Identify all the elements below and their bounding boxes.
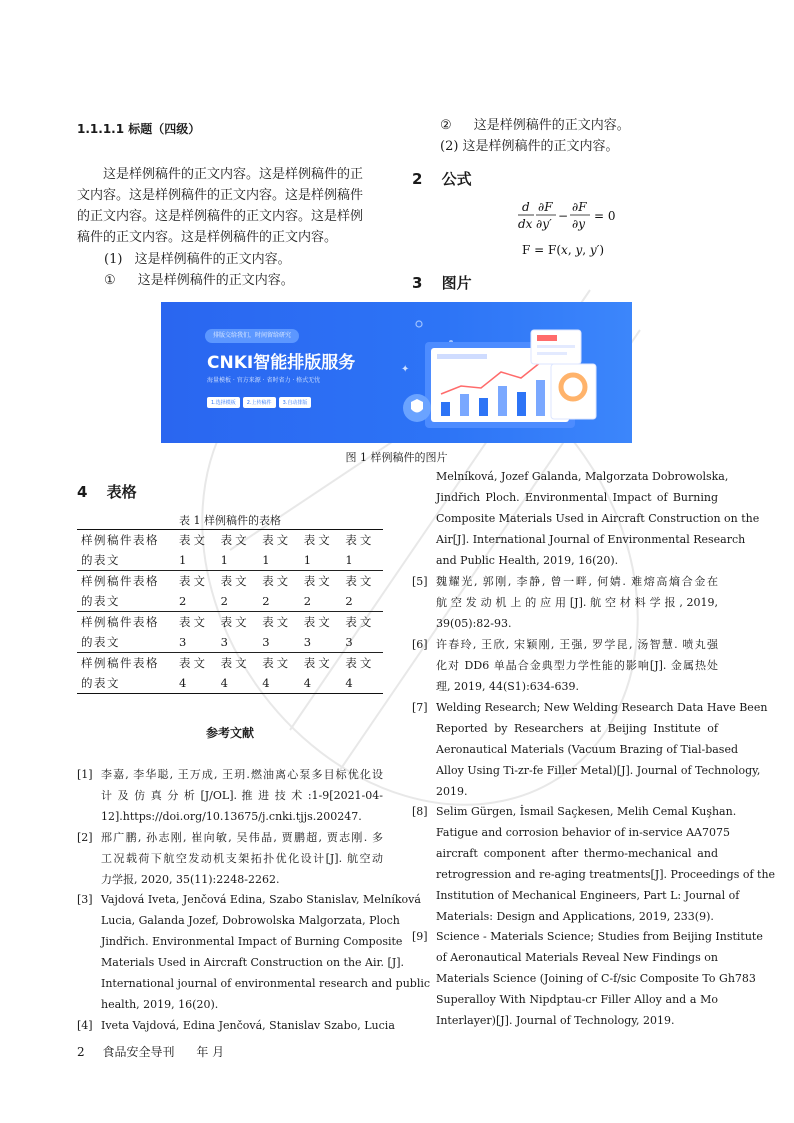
reference-line: 许春玲, 王欣, 宋颖刚, 王强, 罗学昆, 汤智慧. 喷丸强	[436, 638, 718, 651]
reference-line: Institution of Mechanical Engineers, Part L: Journal of	[436, 889, 740, 902]
reference-entry	[101, 889, 431, 1015]
reference-line: 2019.	[436, 785, 468, 798]
reference-number: [1]	[77, 768, 93, 781]
list-number: ①	[104, 273, 116, 288]
reference-line: Welding Research; New Welding Research Data Have Been	[436, 701, 768, 714]
table-cell	[300, 530, 342, 571]
table-row	[77, 530, 383, 571]
cell-number: 2	[179, 594, 190, 608]
cell-number: 4	[345, 676, 356, 690]
table-cell	[300, 571, 342, 612]
reference-entry	[436, 466, 760, 571]
cell-text: 表文	[262, 574, 292, 588]
reference-number: [7]	[412, 701, 428, 714]
illustration-bar	[517, 392, 526, 416]
list-item-2: (2) 这是样例稿件的正文内容。	[440, 139, 619, 154]
reference-entry	[436, 571, 718, 634]
reference-line: International journal of environmental research and public	[101, 977, 431, 990]
illustration-bar	[479, 398, 488, 416]
list-number: (1)	[104, 252, 123, 267]
illustration-bar	[460, 394, 469, 416]
cell-number: 2	[220, 594, 231, 608]
illustration-bar	[536, 380, 545, 416]
table-cell	[258, 653, 300, 694]
reference-line: and Public Health, 2019, 16(20).	[436, 554, 619, 567]
table-cell-label	[77, 571, 175, 612]
reference-line: 邢广鹏, 孙志刚, 崔向敏, 吴伟晶, 贾鹏超, 贾志刚. 多	[101, 831, 383, 844]
svg-text:F = F(x, y, y′): F = F(x, y, y′)	[522, 243, 605, 257]
reference-line: Materials Used in Aircraft Construction on the Air. [J].	[101, 956, 405, 969]
reference-entry	[436, 634, 718, 697]
paragraph-line: 稿件的正文内容。这是样例稿件的正文内容。	[77, 230, 338, 245]
step-label: 1.选择模板	[207, 397, 240, 408]
section-2-heading	[412, 168, 472, 189]
step-label: 2.上传稿件	[243, 397, 276, 408]
cell-number: 3	[179, 635, 190, 649]
reference-entry	[436, 697, 768, 802]
table-cell-label	[77, 530, 175, 571]
banner-title: CNKI智能排版服务	[207, 353, 356, 373]
data-table	[77, 529, 383, 694]
table-cell	[217, 571, 259, 612]
reference-line: aircraft component after thermo-mechanical and	[436, 847, 718, 860]
figure-caption: 图 1 样例稿件的图片	[345, 451, 448, 464]
cell-number: 4	[179, 676, 190, 690]
reference-line: 力学报, 2020, 35(11):2248-2262.	[101, 873, 280, 886]
reference-line: Selim Gürgen, İsmail Saçkesen, Melih Cemal Kuşhan.	[436, 805, 737, 818]
issue-date: 年 月	[196, 1045, 225, 1059]
cell-number: 2	[262, 594, 273, 608]
reference-line: 航 空 发 动 机 上 的 应 用 [J]. 航 空 材 料 学 报 , 2019,	[436, 596, 718, 609]
section-title: 图片	[441, 274, 472, 292]
cell-number: 1	[179, 553, 190, 567]
heading-level4: 1.1.1.1 标题（四级）	[77, 122, 201, 136]
table-cell	[341, 612, 383, 653]
svg-text:d: d	[522, 200, 530, 214]
svg-text:∂y: ∂y	[572, 217, 585, 231]
cell-text: 表文	[220, 615, 250, 629]
list-item-circle-2	[440, 115, 630, 136]
table-row	[77, 571, 383, 612]
table-cell	[217, 653, 259, 694]
page-number: 2	[77, 1045, 85, 1059]
reference-entry	[436, 801, 776, 927]
illustration-bar	[498, 386, 507, 416]
reference-line: Melníková, Jozef Galanda, Malgorzata Dobrowolska,	[436, 470, 729, 483]
reference-line: Materials: Design and Applications, 2019, 233(9).	[436, 910, 714, 923]
reference-line: retrogression and re-aging treatments[J]. Proceedings of the	[436, 868, 776, 881]
table-cell	[341, 571, 383, 612]
reference-number: [2]	[77, 831, 93, 844]
banner-illustration	[401, 312, 621, 437]
step-label: 3.自动排版	[279, 397, 312, 408]
cell-text: 表文	[345, 656, 375, 670]
reference-line: 12].https://doi.org/10.13675/j.cnki.tjjs.200247.	[101, 810, 362, 823]
cell-number: 1	[345, 553, 356, 567]
reference-line: 39(05):82-93.	[436, 617, 512, 630]
list-text: 这是样例稿件的正文内容。	[473, 118, 630, 133]
table-cell	[341, 653, 383, 694]
reference-line: Composite Materials Used in Aircraft Construction on the	[436, 512, 760, 525]
cell-text: 样例稿件表格	[81, 656, 159, 670]
reference-number: [8]	[412, 805, 428, 818]
section-number: 3	[412, 274, 423, 292]
reference-line: Science - Materials Science; Studies from Beijing Institute	[436, 930, 763, 943]
cell-number: 2	[345, 594, 356, 608]
table-cell	[175, 571, 217, 612]
table-cell	[175, 612, 217, 653]
banner-subtitle: 海量模板 · 官方来源 · 省时省力 · 格式无忧	[207, 377, 321, 384]
reference-number: [4]	[77, 1019, 93, 1032]
cell-number: 1	[303, 553, 315, 567]
cell-text: 表文	[179, 533, 208, 547]
journal-name: 食品安全导刊	[102, 1045, 175, 1059]
cell-number: 4	[303, 676, 315, 690]
section-number: 4	[77, 483, 88, 501]
reference-line: health, 2019, 16(20).	[101, 998, 219, 1011]
table-cell	[175, 530, 217, 571]
svg-text:✦: ✦	[401, 364, 410, 375]
cell-text: 表文	[220, 574, 250, 588]
paragraph-line: 文内容。这是样例稿件的正文内容。这是样例稿件	[77, 188, 364, 203]
cell-text: 样例稿件表格	[81, 574, 159, 588]
svg-text:= 0: = 0	[594, 209, 616, 223]
reference-line: Air[J]. International Journal of Environmental Research	[436, 533, 746, 546]
reference-line: 计 及 仿 真 分 析 [J/OL]. 推 进 技 术 :1-9[2021-04-	[101, 789, 383, 802]
cell-text: 的表文	[81, 635, 120, 649]
table-cell	[341, 530, 383, 571]
svg-text:dx: dx	[518, 217, 533, 231]
cell-text: 表文	[345, 533, 375, 547]
table-cell-label	[77, 653, 175, 694]
cell-text: 样例稿件表格	[81, 615, 159, 629]
reference-line: 理, 2019, 44(S1):634-639.	[436, 680, 580, 693]
table-caption: 表 1 样例稿件的表格	[179, 514, 281, 527]
reference-entry	[101, 1015, 395, 1036]
list-item-1	[104, 249, 291, 270]
table-cell	[217, 612, 259, 653]
reference-entry	[101, 764, 383, 827]
svg-text:∂F: ∂F	[572, 200, 587, 214]
cell-text: 表文	[303, 574, 333, 588]
reference-line: 李嘉, 李华聪, 王万成, 王玥.燃油离心泵多目标优化设	[101, 768, 383, 781]
reference-line: of Aeronautical Materials Reveal New Findings on	[436, 951, 718, 964]
section-number: 2	[412, 170, 423, 188]
table-cell	[258, 612, 300, 653]
table-cell	[175, 653, 217, 694]
page-footer	[77, 1043, 224, 1060]
banner-tagline: 排版交给我们，时间留给研究	[205, 329, 299, 343]
cell-text: 表文	[345, 574, 375, 588]
cell-number: 3	[262, 635, 273, 649]
cell-number: 3	[220, 635, 231, 649]
svg-text:−: −	[558, 209, 569, 223]
cell-text: 表文	[179, 656, 208, 670]
cell-text: 表文	[303, 533, 333, 547]
table-cell	[300, 612, 342, 653]
reference-line: 化对 DD6 单晶合金典型力学性能的影响[J]. 金属热处	[436, 659, 718, 672]
svg-text:∂F: ∂F	[538, 200, 553, 214]
cell-text: 表文	[262, 615, 292, 629]
section-3-heading	[412, 272, 472, 293]
table-cell	[258, 571, 300, 612]
cell-text: 的表文	[81, 553, 120, 567]
reference-line: Alloy Using Ti-zr-fe Filler Metal)[J]. Journal of Technology,	[436, 764, 761, 777]
banner-steps	[207, 397, 311, 408]
figure-banner-image	[161, 302, 632, 443]
reference-entry	[101, 827, 383, 890]
references-title: 参考文献	[205, 726, 254, 740]
reference-number: [6]	[412, 638, 428, 651]
section-4-heading	[77, 481, 137, 502]
reference-line: Lucia, Galanda Jozef, Dobrowolska Malgorzata, Ploch	[101, 914, 400, 927]
cell-number: 4	[220, 676, 231, 690]
cell-number: 4	[262, 676, 273, 690]
cell-text: 表文	[262, 656, 292, 670]
list-item-circle-1	[104, 270, 294, 291]
cell-number: 1	[262, 553, 273, 567]
cell-text: 表文	[220, 656, 250, 670]
paragraph-line: 的正文内容。这是样例稿件的正文内容。这是样例	[77, 209, 364, 224]
reference-line: Interlayer)[J]. Journal of Technology, 2019.	[436, 1014, 675, 1027]
svg-text:∂y′: ∂y′	[536, 217, 552, 231]
reference-line: Reported by Researchers at Beijing Institute of	[436, 722, 718, 735]
section-title: 公式	[441, 170, 472, 188]
list-text: 这是样例稿件的正文内容。	[137, 273, 294, 288]
cell-text: 表文	[303, 615, 333, 629]
cell-number: 1	[220, 553, 231, 567]
section-title: 表格	[106, 483, 137, 501]
cell-text: 表文	[179, 574, 208, 588]
reference-line: 魏耀光, 郭刚, 李静, 曾一畔, 何婧. 难熔高熵合金在	[436, 575, 718, 588]
reference-line: Vajdová Iveta, Jenčová Edina, Szabo Stanislav, Melníková	[101, 893, 421, 906]
reference-line: Jindřich Ploch. Environmental Impact of Burning	[436, 491, 718, 504]
table-row	[77, 653, 383, 694]
reference-number: [5]	[412, 575, 428, 588]
reference-line: Superalloy With Nipdptau-cr Filler Alloy and a Mo	[436, 993, 718, 1006]
reference-line: 工况载荷下航空发动机支架拓扑优化设计[J]. 航空动	[101, 852, 383, 865]
table-cell-label	[77, 612, 175, 653]
reference-line: Aeronautical Materials (Vacuum Brazing of Tial-based	[436, 743, 738, 756]
cell-text: 表文	[345, 615, 375, 629]
reference-number: [3]	[77, 893, 93, 906]
reference-line: Jindřich. Environmental Impact of Burning Composite	[101, 935, 403, 948]
cell-text: 表文	[262, 533, 292, 547]
body-paragraph	[77, 164, 383, 248]
list-text: 这是样例稿件的正文内容。	[134, 252, 291, 267]
cell-text: 表文	[220, 533, 250, 547]
cell-text: 的表文	[81, 594, 120, 608]
table-row	[77, 612, 383, 653]
cell-number: 2	[303, 594, 315, 608]
cell-text: 表文	[303, 656, 333, 670]
cell-number: 3	[345, 635, 356, 649]
reference-entry	[436, 926, 763, 1031]
illustration-bar	[441, 402, 450, 416]
reference-line: Materials Science (Joining of C-f/sic Composite To Gh783	[436, 972, 756, 985]
list-number: ②	[440, 118, 452, 133]
table-cell	[217, 530, 259, 571]
reference-number: [9]	[412, 930, 428, 943]
cell-text: 的表文	[81, 676, 120, 690]
paragraph-line: 这是样例稿件的正文内容。这是样例稿件的正	[103, 167, 364, 182]
reference-line: Fatigue and corrosion behavior of in-service AA7075	[436, 826, 730, 839]
cell-number: 3	[303, 635, 315, 649]
reference-line: Iveta Vajdová, Edina Jenčová, Stanislav Szabo, Lucia	[101, 1019, 395, 1032]
table-cell	[258, 530, 300, 571]
cell-text: 样例稿件表格	[81, 533, 159, 547]
cell-text: 表文	[179, 615, 208, 629]
table-cell	[300, 653, 342, 694]
formula-block	[510, 198, 640, 262]
